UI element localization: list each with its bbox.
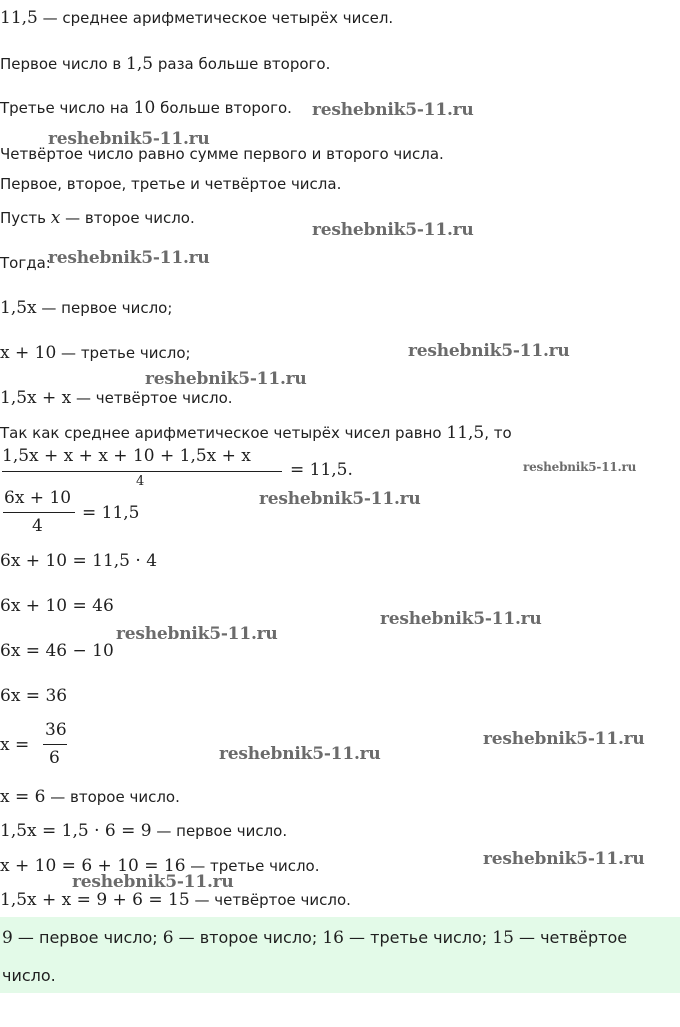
result-fourth: 1,5x + x = 9 + 6 = 15 — четвёртое число. [0,890,351,910]
fraction-bar [2,471,282,472]
line-fourth-number: Четвёртое число равно сумме первого и второго числа. [0,145,444,163]
line-expr-third: x + 10 — третье число; [0,343,191,363]
fraction-rhs: = 11,5. [290,460,353,480]
line-expr-fourth: 1,5x + x — четвёртое число. [0,388,233,408]
fraction-simplified [0,488,200,540]
watermark: reshebnik5-11.ru [523,460,637,474]
watermark: reshebnik5-11.ru [312,220,474,240]
fraction-lhs: x = [0,735,30,755]
answer-box [0,917,680,993]
watermark: reshebnik5-11.ru [72,872,234,892]
answer-line-1: 9 — первое число; 6 — второе число; 16 — третье число; 15 — четвёртое [2,928,628,948]
equation-step-1: 6x + 10 = 11,5 · 4 [0,551,158,571]
result-first: 1,5x = 1,5 · 6 = 9 — первое число. [0,821,288,841]
fraction-numerator: 6x + 10 [4,488,72,508]
watermark: reshebnik5-11.ru [219,744,381,764]
fraction-rhs: = 11,5 [82,503,140,523]
watermark: reshebnik5-11.ru [48,248,210,268]
watermark: reshebnik5-11.ru [48,129,210,149]
watermark: reshebnik5-11.ru [380,609,542,629]
equation-step-2: 6x + 10 = 46 [0,596,114,616]
result-third: x + 10 = 6 + 10 = 16 — третье число. [0,856,320,876]
watermark: reshebnik5-11.ru [483,849,645,869]
line-since: Так как среднее арифметическое четырёх чисел равно 11,5, то [0,423,512,443]
watermark: reshebnik5-11.ru [145,369,307,389]
fraction-bar [43,744,67,745]
fraction-denominator: 4 [32,516,43,536]
equation-step-4: 6x = 36 [0,686,68,706]
watermark: reshebnik5-11.ru [408,341,570,361]
line-expr-first: 1,5x — первое число; [0,298,173,318]
line-mean: 11,5 — среднее арифметическое четырёх чисел. [0,8,394,28]
watermark: reshebnik5-11.ru [259,489,421,509]
watermark: reshebnik5-11.ru [483,729,645,749]
line-first-number: Первое число в 1,5 раза больше второго. [0,54,331,74]
fraction-numerator: 36 [45,720,67,740]
fraction-denominator: 6 [49,748,60,768]
line-third-number: Третье число на 10 больше второго. [0,98,292,118]
line-then: Тогда: [0,254,51,272]
equation-step-3: 6x = 46 − 10 [0,641,114,661]
math-value: 11,5 [0,8,38,28]
answer-line-2: число. [2,966,56,985]
line-let-x: Пусть x — второе число. [0,208,195,228]
fraction-bar [3,512,75,513]
fraction-denominator: 4 [136,474,145,489]
watermark: reshebnik5-11.ru [116,624,278,644]
fraction-x-value [0,720,120,772]
line-numbers-list: Первое, второе, третье и четвёртое числа. [0,175,342,193]
watermark: reshebnik5-11.ru [312,100,474,120]
fraction-numerator: 1,5x + x + x + 10 + 1,5x + x [2,446,251,466]
result-second: x = 6 — второе число. [0,787,180,807]
